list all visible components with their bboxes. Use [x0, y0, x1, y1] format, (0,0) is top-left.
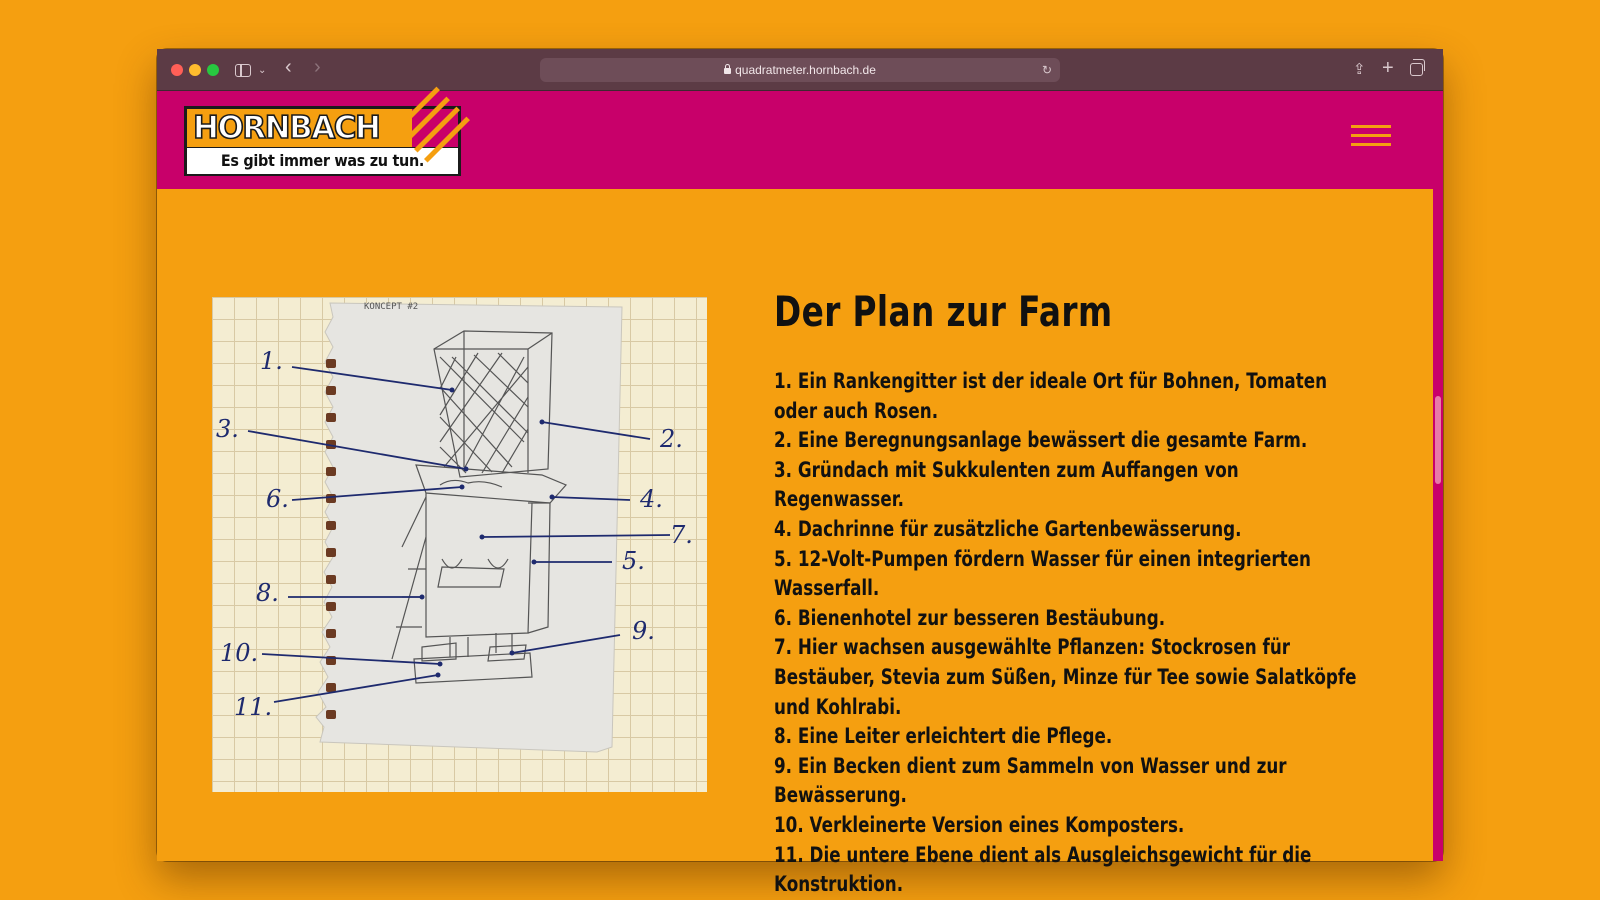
sketch-label-9: 9.: [632, 617, 655, 645]
sketch-label-2: 2.: [660, 425, 683, 453]
sketch-label-7: 7.: [670, 521, 693, 549]
maximize-window-button[interactable]: [207, 64, 219, 76]
sketch-label-8: 8.: [256, 579, 279, 607]
browser-window: [157, 49, 1443, 898]
logo-wordmark: HORNBACH: [193, 110, 380, 146]
sketch-heading: KONCEPT #2: [364, 302, 419, 312]
plan-item: 1. Ein Rankengitter ist der ideale Ort für Bohnen, Tomaten oder auch Rosen.: [774, 369, 1328, 424]
plan-item: 11. Die untere Ebene dient als Ausgleichsgewicht für die Konstruktion.: [774, 842, 1312, 898]
hornbach-logo[interactable]: [184, 106, 461, 176]
sketch-label-11: 11.: [234, 693, 273, 721]
hamburger-menu-icon[interactable]: [1351, 125, 1391, 147]
plan-item: 7. Hier wachsen ausgewählte Pflanzen: Stockrosen für Bestäuber, Stevia zum Süßen, Minze für Tee sowie Salatköpfe und Kohlrabi.: [774, 635, 1357, 720]
chevron-down-icon[interactable]: ⌄: [258, 65, 267, 76]
plan-item-list: [774, 367, 1367, 900]
reload-icon[interactable]: ↻: [1041, 63, 1052, 77]
plan-item: 8. Eine Leiter erleichtert die Pflege.: [774, 724, 1113, 750]
logo-tagline: Es gibt immer was zu tun.: [187, 148, 458, 174]
site-header: [157, 91, 1443, 189]
sketch-label-6: 6.: [266, 485, 289, 513]
plan-item: 5. 12-Volt-Pumpen fördern Wasser für einen integrierten Wasserfall.: [774, 546, 1311, 602]
plan-item: 10. Verkleinerte Version eines Komposters.: [774, 812, 1185, 838]
plan-item: 3. Gründach mit Sukkulenten zum Auffangen von Regenwasser.: [774, 457, 1239, 513]
url-text: quadratmeter.hornbach.de: [735, 63, 876, 77]
close-window-button[interactable]: [171, 64, 183, 76]
forward-arrow-icon[interactable]: ›: [314, 56, 321, 78]
sketch-drawing: [212, 297, 707, 792]
scrollbar-thumb[interactable]: [1435, 396, 1441, 484]
tab-overview-icon[interactable]: [1410, 63, 1423, 76]
sketch-label-3: 3.: [216, 415, 239, 443]
sketch-label-4: 4.: [640, 485, 663, 513]
plan-item: 4. Dachrinne für zusätzliche Gartenbewässerung.: [774, 516, 1242, 542]
logo-k-mark-icon: [412, 109, 458, 147]
address-bar[interactable]: [540, 58, 1060, 82]
sketch-label-10: 10.: [220, 639, 259, 667]
sketch-label-1: 1.: [260, 347, 283, 375]
web-page: [157, 91, 1443, 898]
browser-toolbar: [157, 49, 1443, 91]
page-title: Der Plan zur Farm: [774, 287, 1113, 336]
sidebar-toggle-icon[interactable]: [235, 64, 251, 77]
plan-item: 2. Eine Beregnungsanlage bewässert die gesamte Farm.: [774, 428, 1308, 454]
new-tab-icon[interactable]: +: [1382, 57, 1394, 79]
lock-icon: [724, 68, 731, 74]
back-arrow-icon[interactable]: ‹: [285, 56, 292, 78]
plan-item: 6. Bienenhotel zur besseren Bestäubung.: [774, 605, 1166, 631]
page-scrollbar[interactable]: [1433, 189, 1443, 861]
minimize-window-button[interactable]: [189, 64, 201, 76]
sketch-label-5: 5.: [622, 547, 645, 575]
plan-item: 9. Ein Becken dient zum Sammeln von Wasser und zur Bewässerung.: [774, 753, 1287, 809]
share-icon[interactable]: ⇪: [1353, 61, 1366, 78]
farm-concept-sketch: [212, 297, 707, 792]
